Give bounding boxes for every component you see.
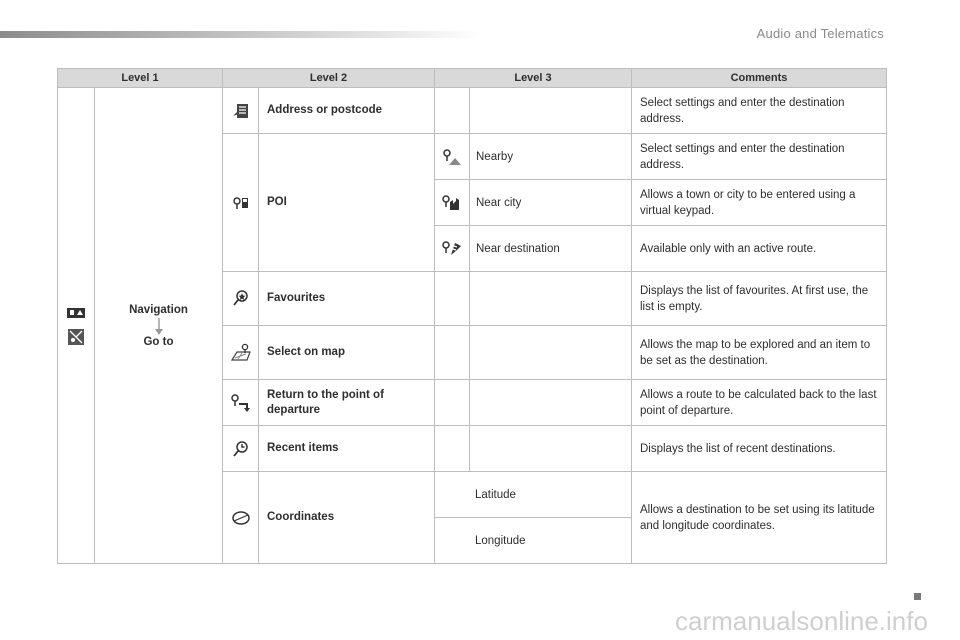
column-header-comments: Comments xyxy=(632,69,887,88)
comment-cell: Allows a town or city to be entered using a virtual keypad. xyxy=(632,180,887,226)
level3-label: Near city xyxy=(470,180,632,226)
level3-label: Latitude xyxy=(435,472,632,518)
column-header-level3: Level 3 xyxy=(435,69,632,88)
comment-cell: Allows the map to be explored and an item to be set as the destination. xyxy=(632,326,887,380)
return-icon-cell xyxy=(223,380,259,426)
near-city-icon-cell xyxy=(435,180,470,226)
poi-fuel-icon xyxy=(223,194,258,212)
column-header-level2: Level 2 xyxy=(223,69,435,88)
level3-label: Longitude xyxy=(435,518,632,564)
level2-label: Return to the point of departure xyxy=(259,380,435,426)
favourites-icon-cell xyxy=(223,272,259,326)
comment-cell: Select settings and enter the destination address. xyxy=(632,88,887,134)
comment-cell: Available only with an active route. xyxy=(632,226,887,272)
section-title: Audio and Telematics xyxy=(756,26,884,41)
coordinates-globe-icon xyxy=(223,508,258,528)
address-card-icon xyxy=(223,102,258,120)
recent-items-icon xyxy=(223,439,258,459)
select-on-map-icon xyxy=(223,343,258,363)
navigation-menu-table xyxy=(57,68,887,564)
table-row xyxy=(58,88,887,134)
select-on-map-icon-cell xyxy=(223,326,259,380)
level2-label: Address or postcode xyxy=(259,88,435,134)
watermark: carmanualsonline.info xyxy=(675,606,928,636)
recent-icon-cell xyxy=(223,426,259,472)
page-marker xyxy=(914,593,921,600)
poi-icon-cell xyxy=(223,134,259,272)
level2-label: Favourites xyxy=(259,272,435,326)
header-gradient-bar xyxy=(0,31,480,38)
column-header-level1: Level 1 xyxy=(58,69,223,88)
near-city-icon xyxy=(435,194,469,212)
comment-cell: Displays the list of recent destinations. xyxy=(632,426,887,472)
level1-icons-cell xyxy=(58,88,95,564)
level2-label: POI xyxy=(259,134,435,272)
comment-cell: Select settings and enter the destination address. xyxy=(632,134,887,180)
nearby-icon-cell xyxy=(435,134,470,180)
level3-label: Near destination xyxy=(470,226,632,272)
level2-label: Coordinates xyxy=(259,472,435,564)
level3-label: Nearby xyxy=(470,134,632,180)
navigation-map-icon xyxy=(58,327,94,347)
coordinates-icon-cell xyxy=(223,472,259,564)
favourites-star-icon xyxy=(223,289,258,309)
near-destination-icon-cell xyxy=(435,226,470,272)
near-destination-flag-icon xyxy=(435,240,469,258)
address-icon-cell xyxy=(223,88,259,134)
level1-sublabel: Go to xyxy=(143,335,174,348)
comment-cell: Allows a route to be calculated back to the last point of departure. xyxy=(632,380,887,426)
nearby-pin-icon xyxy=(435,147,469,167)
comment-cell: Allows a destination to be set using its latitude and longitude coordinates. xyxy=(632,472,887,564)
level1-navigation-cell xyxy=(95,88,223,564)
level2-label: Recent items xyxy=(259,426,435,472)
level2-label: Select on map xyxy=(259,326,435,380)
arrow-down-icon xyxy=(154,318,164,336)
return-departure-icon xyxy=(223,393,258,413)
table-header-row xyxy=(58,69,887,88)
navigation-screen-icon xyxy=(58,305,94,321)
level1-label: Navigation xyxy=(129,303,188,316)
comment-cell: Displays the list of favourites. At first use, the list is empty. xyxy=(632,272,887,326)
